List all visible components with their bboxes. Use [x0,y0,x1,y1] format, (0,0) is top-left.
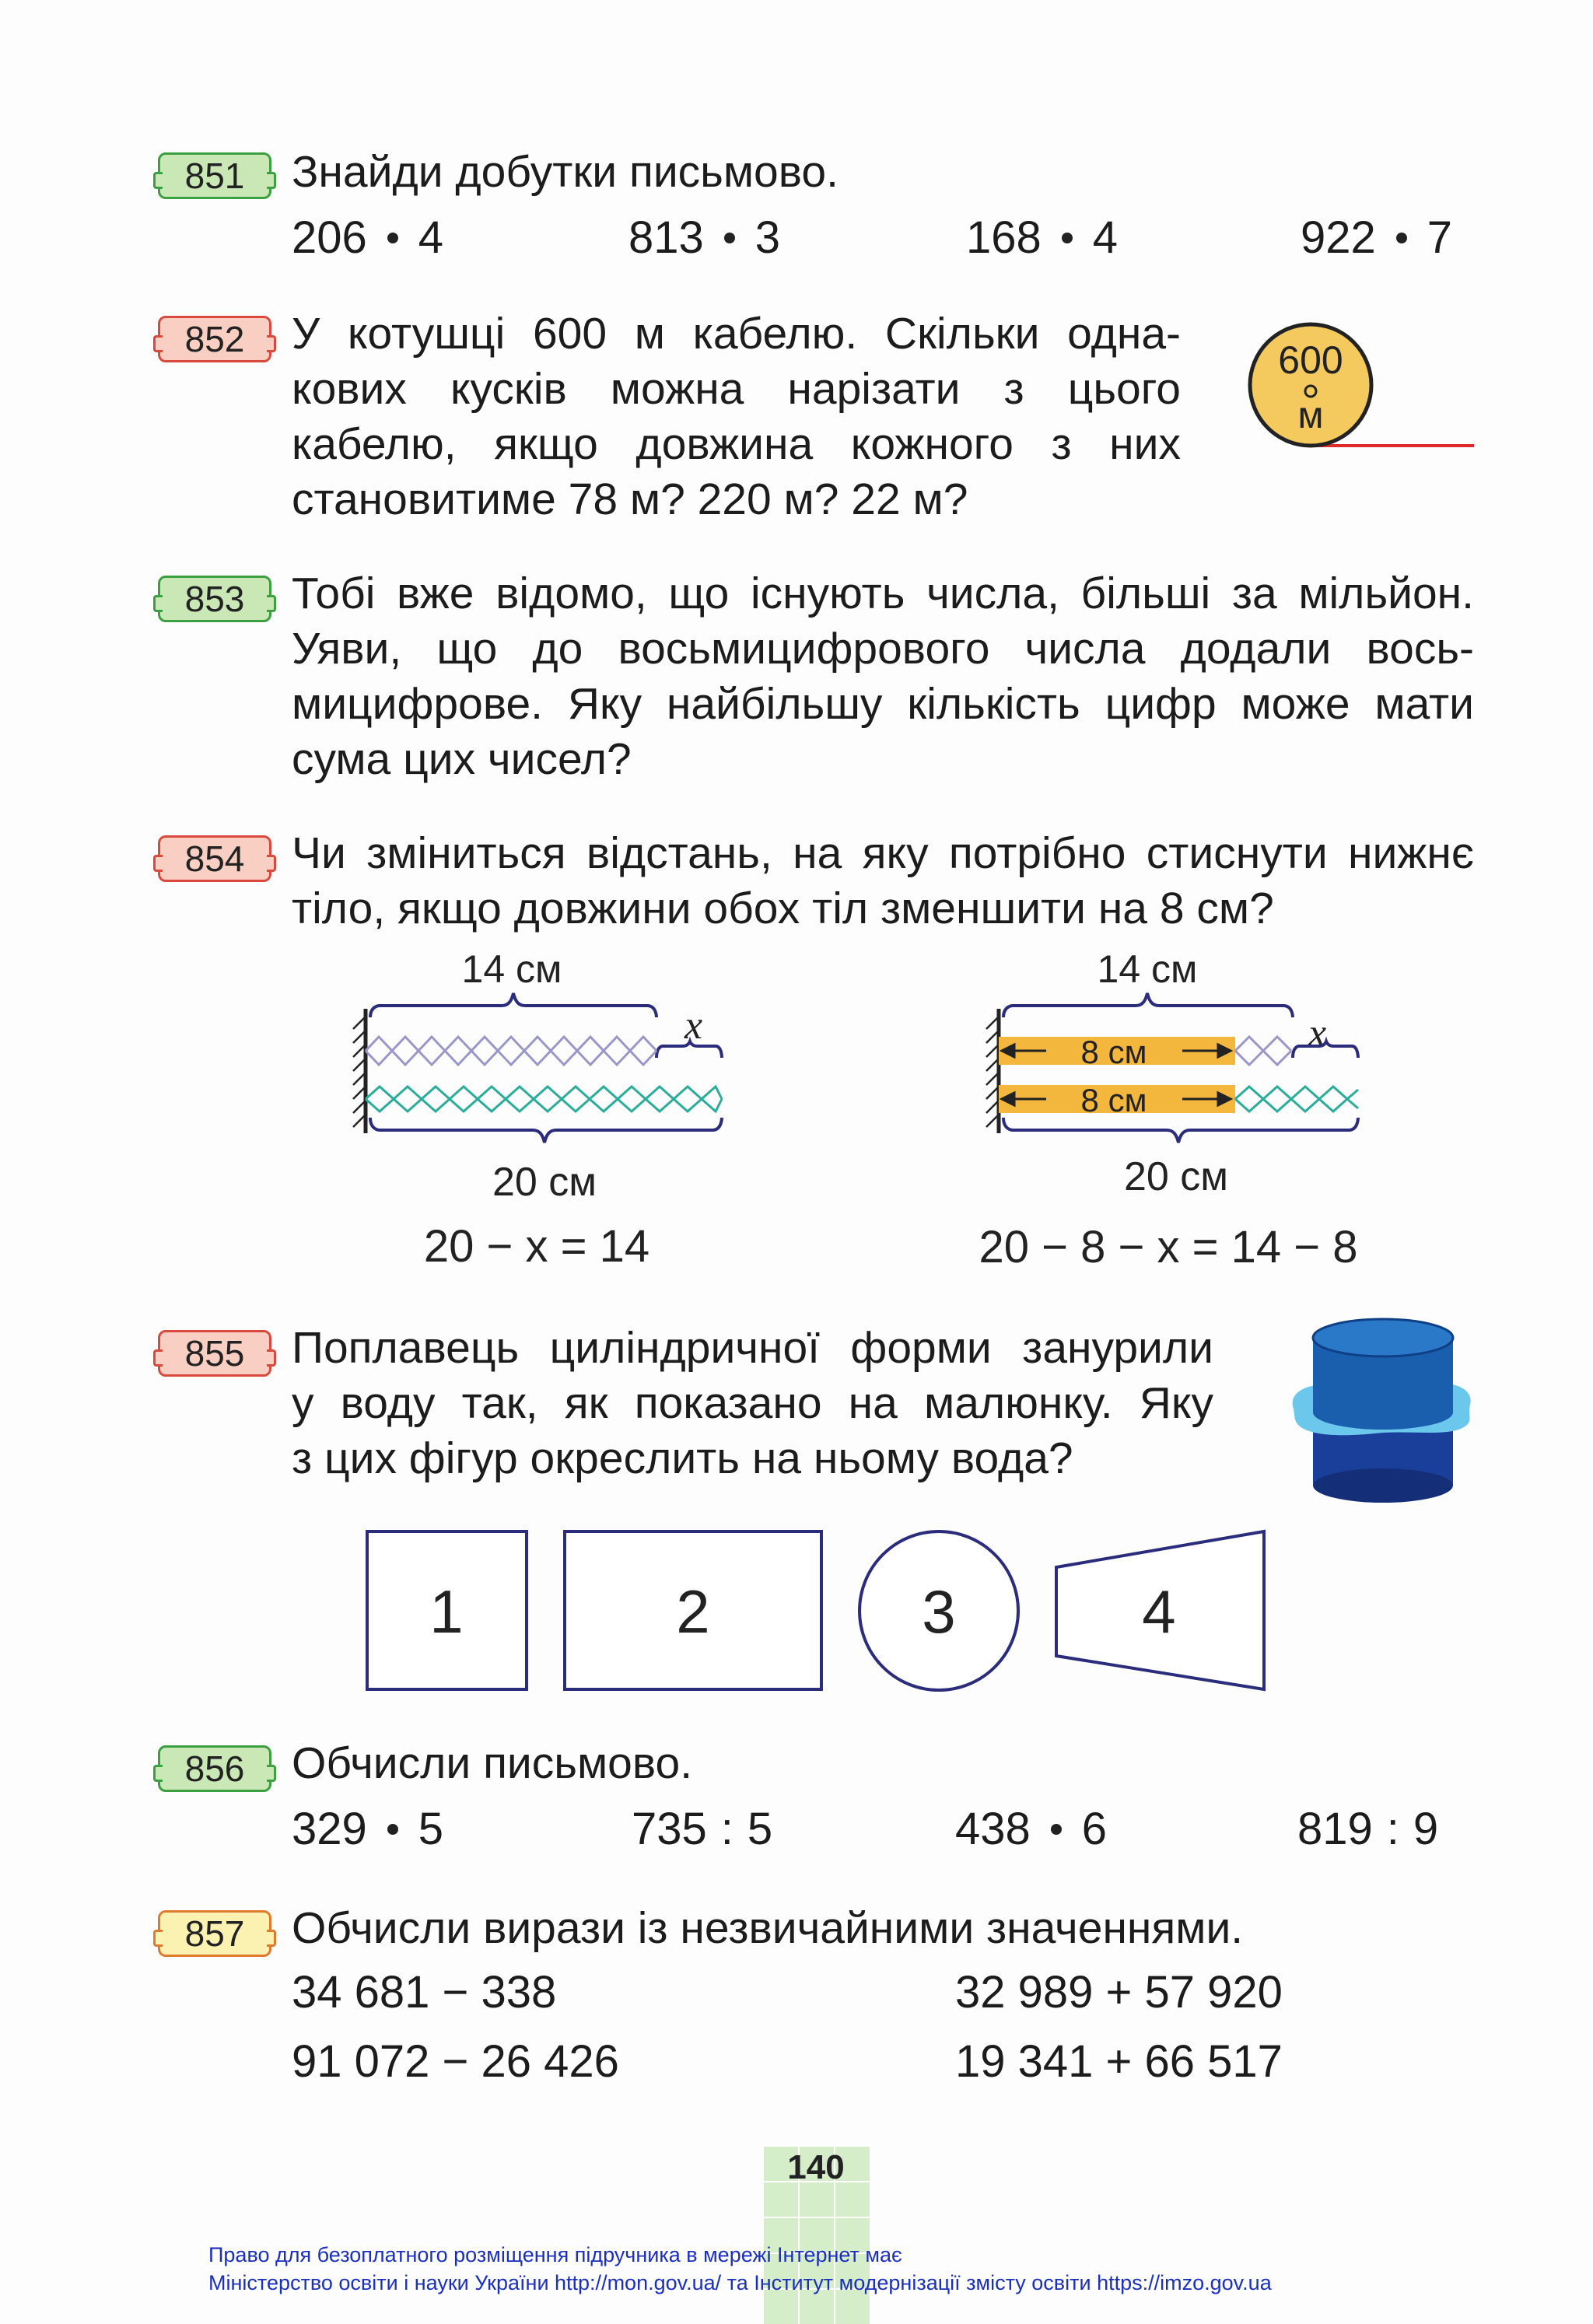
expression-851-1: 206 4 [292,212,444,263]
problem-number-854: 854 [158,835,271,882]
problem-number-852: 852 [158,316,271,362]
problem-851-text: Знайди добутки письмово. [292,147,839,197]
problem-number-851: 851 [158,152,271,199]
problem-852-line-1: У котушці 600 м кабелю. Скільки одна- [292,309,1181,359]
coil-value: 600 [1278,338,1343,382]
left-x-label: x [684,1003,703,1048]
problem-number-853: 853 [158,576,271,622]
problem-854-line-2: тіло, якщо довжини обох тіл зменшити на 8 см? [292,884,1274,933]
expression-856-2: 735 : 5 [632,1804,773,1854]
shape-label-4: 4 [1142,1577,1176,1646]
shape-label-3: 3 [922,1577,956,1646]
spring-diagram-left [342,953,747,1279]
problem-853-line-2: Уяви, що до восьмицифрового числа додали вось- [292,624,1474,674]
problem-855-line-2: у воду так, як показано на малюнку. Яку [292,1378,1213,1428]
float-cylinder-illustration [1283,1314,1478,1509]
left-bottom-label: 20 см [492,1160,597,1205]
problem-number-856: 856 [158,1745,271,1792]
problem-853-line-1: Тобі вже відомо, що існують числа, більші за мільйон. [292,569,1474,618]
left-top-label: 14 см [461,953,562,991]
right-x-label: x [1308,1011,1327,1055]
expression-857-1: 34 681 − 338 [292,1967,557,2018]
expression-857-3: 91 072 − 26 426 [292,2036,619,2087]
shape-options [358,1521,1276,1699]
footer-line-1: Право для безоплатного розміщення підручника в мережі Інтернет має [208,2243,902,2266]
problem-854-line-1: Чи зміниться відстань, на яку потрібно стиснути нижнє [292,828,1474,878]
problem-855-line-1: Поплавець циліндричної форми занурили [292,1323,1213,1373]
expression-851-4: 922 7 [1301,212,1453,263]
right-inner-label-top: 8 см [1080,1034,1147,1070]
problem-number-855: 855 [158,1330,271,1377]
right-inner-label-bottom: 8 см [1080,1082,1147,1118]
left-equation: 20 − x = 14 [423,1221,650,1272]
problem-853-line-3: мицифрове. Яку найбільшу кількість цифр може мати [292,679,1474,729]
expression-857-2: 32 989 + 57 920 [955,1967,1283,2018]
expression-851-3: 168 4 [966,212,1119,263]
expression-851-2: 813 3 [628,212,781,263]
expression-856-3: 438 6 [955,1804,1108,1854]
right-equation: 20 − 8 − x = 14 − 8 [979,1222,1358,1272]
shape-label-1: 1 [429,1577,464,1646]
right-bottom-label: 20 см [1123,1154,1229,1199]
coil-unit: м [1297,395,1324,436]
problem-852-line-3: кабелю, якщо довжина кожного з них [292,419,1181,469]
problem-853-line-4: сума цих чисел? [292,734,632,784]
problem-855-line-3: з цих фігур окреслить на ньому вода? [292,1433,1073,1483]
spring-diagram-right [949,953,1416,1279]
expression-857-4: 19 341 + 66 517 [955,2036,1283,2087]
problem-857-text: Обчисли вирази із незвичайними значеннями. [292,1903,1244,1953]
problem-856-text: Обчисли письмово. [292,1738,693,1788]
cable-coil-illustration [1245,319,1478,459]
right-top-label: 14 см [1097,953,1198,991]
footer-line-2: Міністерство освіти і науки України http://mon.gov.ua/ та Інститут модернізації змісту освіти https://imzo.gov.ua [208,2271,1272,2294]
page-number: 140 [787,2148,845,2186]
expression-856-1: 329 5 [292,1804,444,1854]
expression-856-4: 819 : 9 [1297,1804,1439,1854]
problem-number-857: 857 [158,1910,271,1957]
shape-label-2: 2 [676,1577,710,1646]
problem-852-line-4: становитиме 78 м? 220 м? 22 м? [292,474,968,524]
problem-852-line-2: кових кусків можна нарізати з цього [292,364,1181,414]
